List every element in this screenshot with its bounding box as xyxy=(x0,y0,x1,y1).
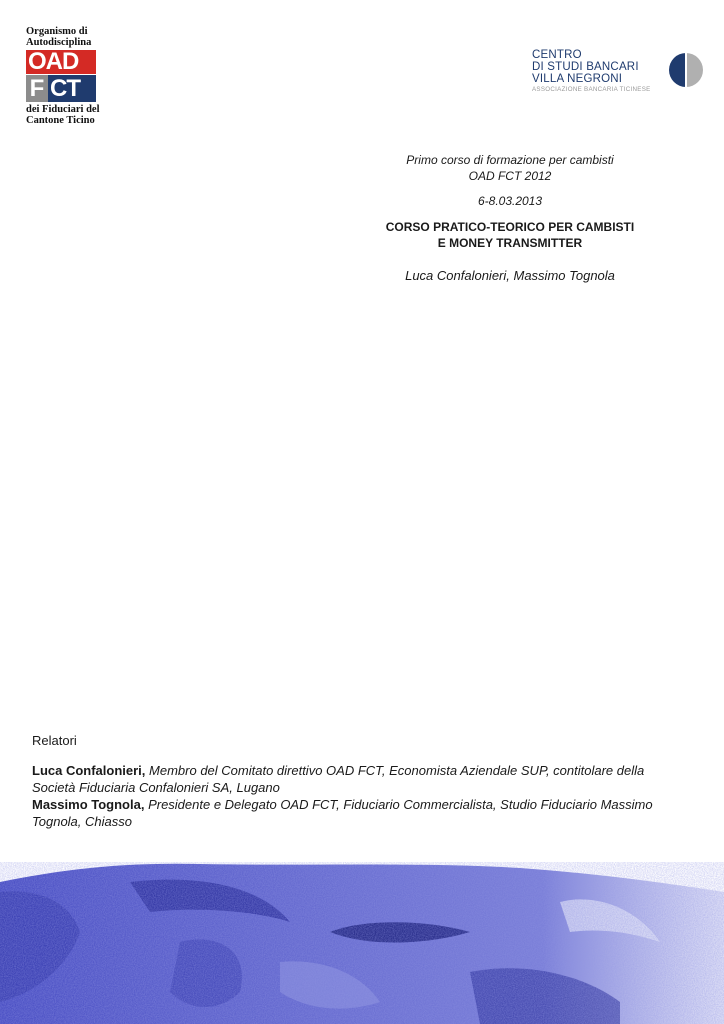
logo-top-line-1: Organismo di xyxy=(26,26,88,37)
csb-line-3: VILLA NEGRONI xyxy=(532,73,623,85)
speaker-name: Massimo Tognola, xyxy=(32,797,145,812)
course-title-line-1: CORSO PRATICO-TEORICO PER CAMBISTI xyxy=(385,220,635,234)
logo-mark-f: F xyxy=(26,75,48,102)
csb-line-1: CENTRO xyxy=(532,49,582,61)
csb-association: ASSOCIAZIONE BANCARIA TICINESE xyxy=(532,86,651,93)
speaker-name: Luca Confalonieri, xyxy=(32,763,146,778)
speaker-entry xyxy=(32,796,672,830)
statue-face-image xyxy=(0,862,724,1024)
logo-mark-ct: CT xyxy=(48,75,96,102)
oad-fct-logo xyxy=(26,26,106,126)
logo-mark-fct xyxy=(26,75,96,102)
logo-top-line-2: Autodisciplina xyxy=(26,37,92,48)
logo-mark-oad: OAD xyxy=(26,50,96,74)
speaker-entry xyxy=(32,762,672,796)
centro-studi-bancari-logo xyxy=(532,49,712,95)
csb-circle-icon xyxy=(668,52,704,88)
speakers-section xyxy=(32,732,672,830)
course-date: 6-8.03.2013 xyxy=(477,194,543,208)
speakers-label: Relatori xyxy=(32,733,77,748)
course-line-1: Primo corso di formazione per cambisti xyxy=(406,153,614,167)
course-title xyxy=(352,219,668,251)
course-authors: Luca Confalonieri, Massimo Tognola xyxy=(405,268,615,283)
logo-bottom-line-1: dei Fiduciari del xyxy=(26,104,100,115)
speaker-description: Membro del Comitato direttivo OAD FCT, Economista Aziendale SUP, contitolare della Società Fiduciaria Confalonieri SA, Lugano xyxy=(32,763,645,795)
course-line-2: OAD FCT 2012 xyxy=(468,169,552,183)
course-title-line-2: E MONEY TRANSMITTER xyxy=(437,236,583,250)
csb-line-2: DI STUDI BANCARI xyxy=(532,61,639,73)
oad-fct-mark xyxy=(26,50,96,102)
logo-bottom-line-2: Cantone Ticino xyxy=(26,115,95,126)
speaker-description: Presidente e Delegato OAD FCT, Fiduciario Commercialista, Studio Fiduciario Massimo Tognola, Chiasso xyxy=(32,797,653,829)
course-title-block xyxy=(352,152,668,283)
